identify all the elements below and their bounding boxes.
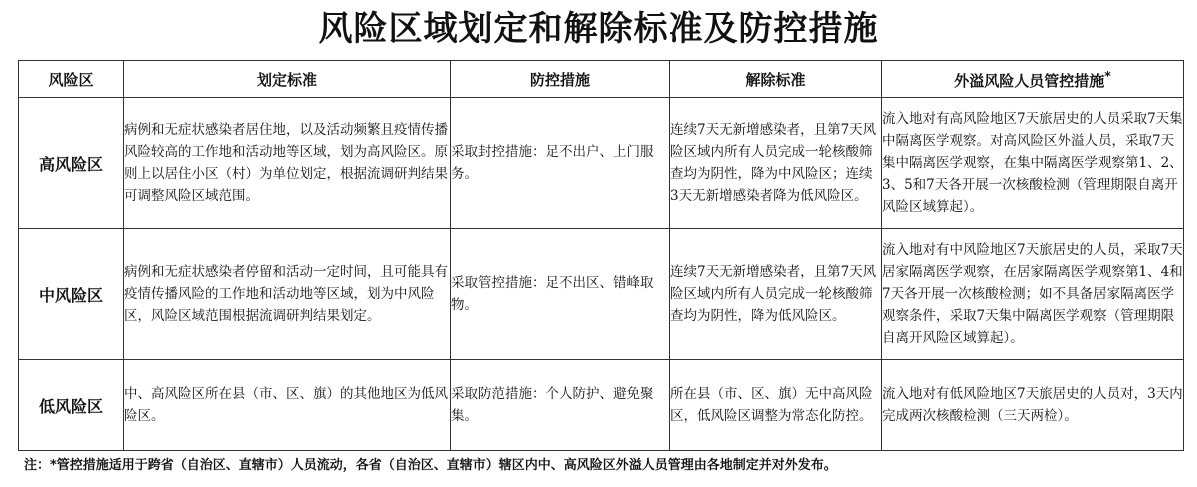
spillover-cell: 流入地对有高风险地区7天旅居史的人员采取7天集中隔离医学观察。对高风险区外溢人员，采取7天集中隔离医学观察，在集中隔离医学观察第1、2、3、5和7天各开展一次核酸检测（管理期限自离开风险区域算起）。 [882, 98, 1184, 229]
header-spillover-mark: * [1104, 67, 1111, 83]
page-title: 风险区域划定和解除标准及防控措施 [318, 9, 879, 49]
spillover-cell: 流入地对有中风险地区7天旅居史的人员，采取7天居家隔离医学观察，在居家隔离医学观察第1、4和7天各开展一次核酸检测；如不具备居家隔离医学观察条件，采取7天集中隔离医学观察（管理期限自离开风险区域算起）。 [882, 229, 1184, 360]
table-row-medium-risk [19, 229, 1184, 360]
lifting-cell: 连续7天无新增感染者，且第7天风险区域内所有人员完成一轮核酸筛查均为阴性，降为低风险区。 [670, 229, 882, 360]
measures-cell: 采取封控措施：足不出户、上门服务。 [451, 98, 670, 229]
level-cell: 高风险区 [19, 98, 124, 229]
measures-cell: 采取管控措施：足不出区、错峰取物。 [451, 229, 670, 360]
header-measures: 防控措施 [451, 61, 670, 98]
header-lifting: 解除标准 [670, 61, 882, 98]
table-row-high-risk [19, 98, 1184, 229]
lifting-cell: 连续7天无新增感染者，且第7天风险区域内所有人员完成一轮核酸筛查均为阴性，降为中风险区；连续3天无新增感染者降为低风险区。 [670, 98, 882, 229]
spillover-cell: 流入地对有低风险地区7天旅居史的人员对，3天内完成两次核酸检测（三天两检）。 [882, 360, 1184, 451]
criteria-cell: 中、高风险区所在县（市、区、旗）的其他地区为低风险区。 [124, 360, 451, 451]
measures-cell: 采取防范措施：个人防护、避免聚集。 [451, 360, 670, 451]
risk-area-table [18, 60, 1184, 451]
table-row-low-risk [19, 360, 1184, 451]
header-criteria: 划定标准 [124, 61, 451, 98]
level-cell: 中风险区 [19, 229, 124, 360]
header-spillover [882, 61, 1184, 98]
criteria-cell: 病例和无症状感染者居住地，以及活动频繁且疫情传播风险较高的工作地和活动地等区域，划为高风险区。原则上以居住小区（村）为单位划定，根据流调研判结果可调整风险区域范围。 [124, 98, 451, 229]
table-header-row [19, 61, 1184, 98]
level-cell: 低风险区 [19, 360, 124, 451]
lifting-cell: 所在县（市、区、旗）无中高风险区，低风险区调整为常态化防控。 [670, 360, 882, 451]
header-spillover-label: 外溢风险人员管控措施 [954, 71, 1105, 90]
criteria-cell: 病例和无症状感染者停留和活动一定时间，且可能具有疫情传播风险的工作地和活动地等区域，划为中风险区，风险区域范围根据流调研判结果划定。 [124, 229, 451, 360]
header-level: 风险区 [19, 61, 124, 98]
footnote: 注：*管控措施适用于跨省（自治区、直辖市）人员流动，各省（自治区、直辖市）辖区内中、高风险区外溢人员管理由各地制定并对外发布。 [24, 458, 837, 473]
